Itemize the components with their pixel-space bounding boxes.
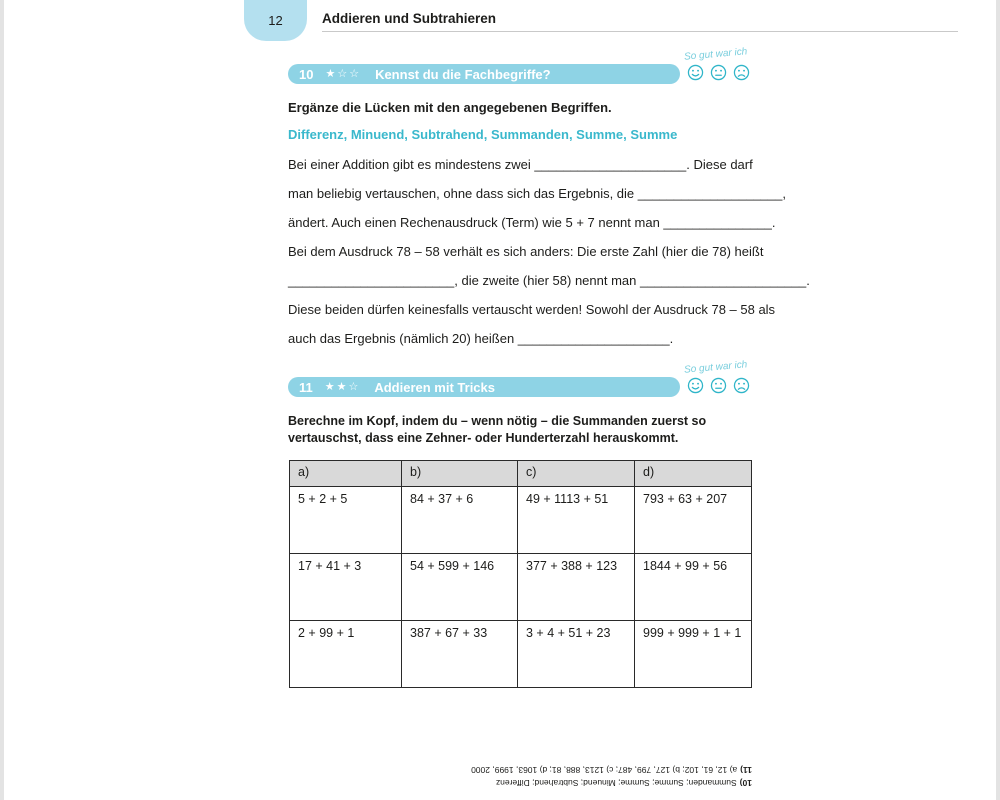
answer-line-10 bbox=[458, 776, 752, 789]
table-cell: 49 + 1113 + 51 bbox=[518, 487, 635, 554]
exercise-10-title: Kennst du die Fachbegriffe? bbox=[375, 66, 551, 82]
fill-line-4: Bei dem Ausdruck 78 – 58 verhält es sich anders: Die erste Zahl (hier die 78) heißt bbox=[288, 244, 764, 259]
exercise-11-instruction: Berechne im Kopf, indem du – wenn nötig – die Summanden zuerst so vertauschst, dass eine Zehner- oder Hunderterzahl herauskommt. bbox=[288, 414, 707, 445]
chapter-title: Addieren und Subtrahieren bbox=[322, 11, 497, 26]
fill-line-1: Bei einer Addition gibt es mindestens zwei _____________________. Diese darf bbox=[288, 157, 753, 172]
table-cell: 793 + 63 + 207 bbox=[635, 487, 752, 554]
table-cell: 5 + 2 + 5 bbox=[290, 487, 402, 554]
exercise-10-instruction: Ergänze die Lücken mit den angegebenen Begriffen. bbox=[288, 100, 612, 115]
fill-line-6: Diese beiden dürfen keinesfalls vertauscht werden! Sowohl der Ausdruck 78 – 58 als bbox=[288, 302, 776, 317]
table-cell: 387 + 67 + 33 bbox=[402, 621, 518, 688]
table-header-d: d) bbox=[635, 461, 752, 487]
exercise-10-fill-text bbox=[288, 150, 810, 353]
table-row bbox=[290, 487, 752, 554]
rating-smileys-10 bbox=[687, 64, 750, 81]
exercise-10-wordbank: Differenz, Minuend, Subtrahend, Summanden, Summe, Summe bbox=[288, 127, 678, 142]
exercise-11-difficulty-stars: ★★☆ bbox=[324, 381, 361, 393]
table-header-row bbox=[290, 461, 752, 487]
table-header-a: a) bbox=[290, 461, 402, 487]
answer-line-11 bbox=[458, 763, 752, 776]
exercise-11-title: Addieren mit Tricks bbox=[374, 379, 495, 395]
header-divider bbox=[322, 31, 958, 32]
table-cell: 17 + 41 + 3 bbox=[290, 554, 402, 621]
fill-line-5: _______________________, die zweite (hier 58) nennt man _______________________. bbox=[288, 273, 810, 288]
smiley-happy-icon bbox=[687, 64, 704, 81]
table-cell: 2 + 99 + 1 bbox=[290, 621, 402, 688]
table-row bbox=[290, 554, 752, 621]
page-number: 12 bbox=[268, 13, 283, 28]
exercise-11-number: 11 bbox=[299, 379, 313, 395]
rating-smileys-11 bbox=[687, 377, 750, 394]
upside-down-answer-key bbox=[458, 763, 752, 789]
fill-line-2: man beliebig vertauschen, ohne dass sich das Ergebnis, die ____________________, bbox=[288, 186, 786, 201]
table-header-b: b) bbox=[402, 461, 518, 487]
table-cell: 999 + 999 + 1 + 1 bbox=[635, 621, 752, 688]
answer-10-prefix: 10) bbox=[739, 778, 752, 788]
table-cell: 377 + 388 + 123 bbox=[518, 554, 635, 621]
fill-line-7: auch das Ergebnis (nämlich 20) heißen _____________________. bbox=[288, 331, 674, 346]
smiley-sad-icon bbox=[733, 377, 750, 394]
answer-10-text: Summanden; Summe; Summe; Minuend; Subtrahend; Differenz bbox=[495, 778, 737, 788]
smiley-sad-icon bbox=[733, 64, 750, 81]
table-row bbox=[290, 621, 752, 688]
page-number-tab bbox=[244, 0, 307, 41]
table-cell: 1844 + 99 + 56 bbox=[635, 554, 752, 621]
exercise-10-difficulty-stars: ★☆☆ bbox=[325, 68, 362, 80]
table-cell: 54 + 599 + 146 bbox=[402, 554, 518, 621]
exercise-11-banner bbox=[288, 377, 680, 397]
table-header-c: c) bbox=[518, 461, 635, 487]
smiley-neutral-icon bbox=[710, 377, 727, 394]
table-cell: 84 + 37 + 6 bbox=[402, 487, 518, 554]
rating-label-10: So gut war ich bbox=[683, 46, 748, 63]
answer-11-prefix: 11) bbox=[740, 765, 752, 775]
answer-11-text: a) 12, 61, 102; b) 127, 799, 487; c) 1213, 888, 81; d) 1063, 1999, 2000 bbox=[471, 765, 738, 775]
smiley-happy-icon bbox=[687, 377, 704, 394]
exercise-10-number: 10 bbox=[299, 66, 314, 82]
smiley-neutral-icon bbox=[710, 64, 727, 81]
page-edge-left bbox=[0, 0, 4, 800]
rating-label-11: So gut war ich bbox=[683, 359, 748, 376]
table-cell: 3 + 4 + 51 + 23 bbox=[518, 621, 635, 688]
page-edge-right bbox=[996, 0, 1000, 800]
exercise-11-table bbox=[289, 460, 752, 688]
fill-line-3: ändert. Auch einen Rechenausdruck (Term) wie 5 + 7 nennt man _______________. bbox=[288, 215, 776, 230]
exercise-10-banner bbox=[288, 64, 680, 84]
